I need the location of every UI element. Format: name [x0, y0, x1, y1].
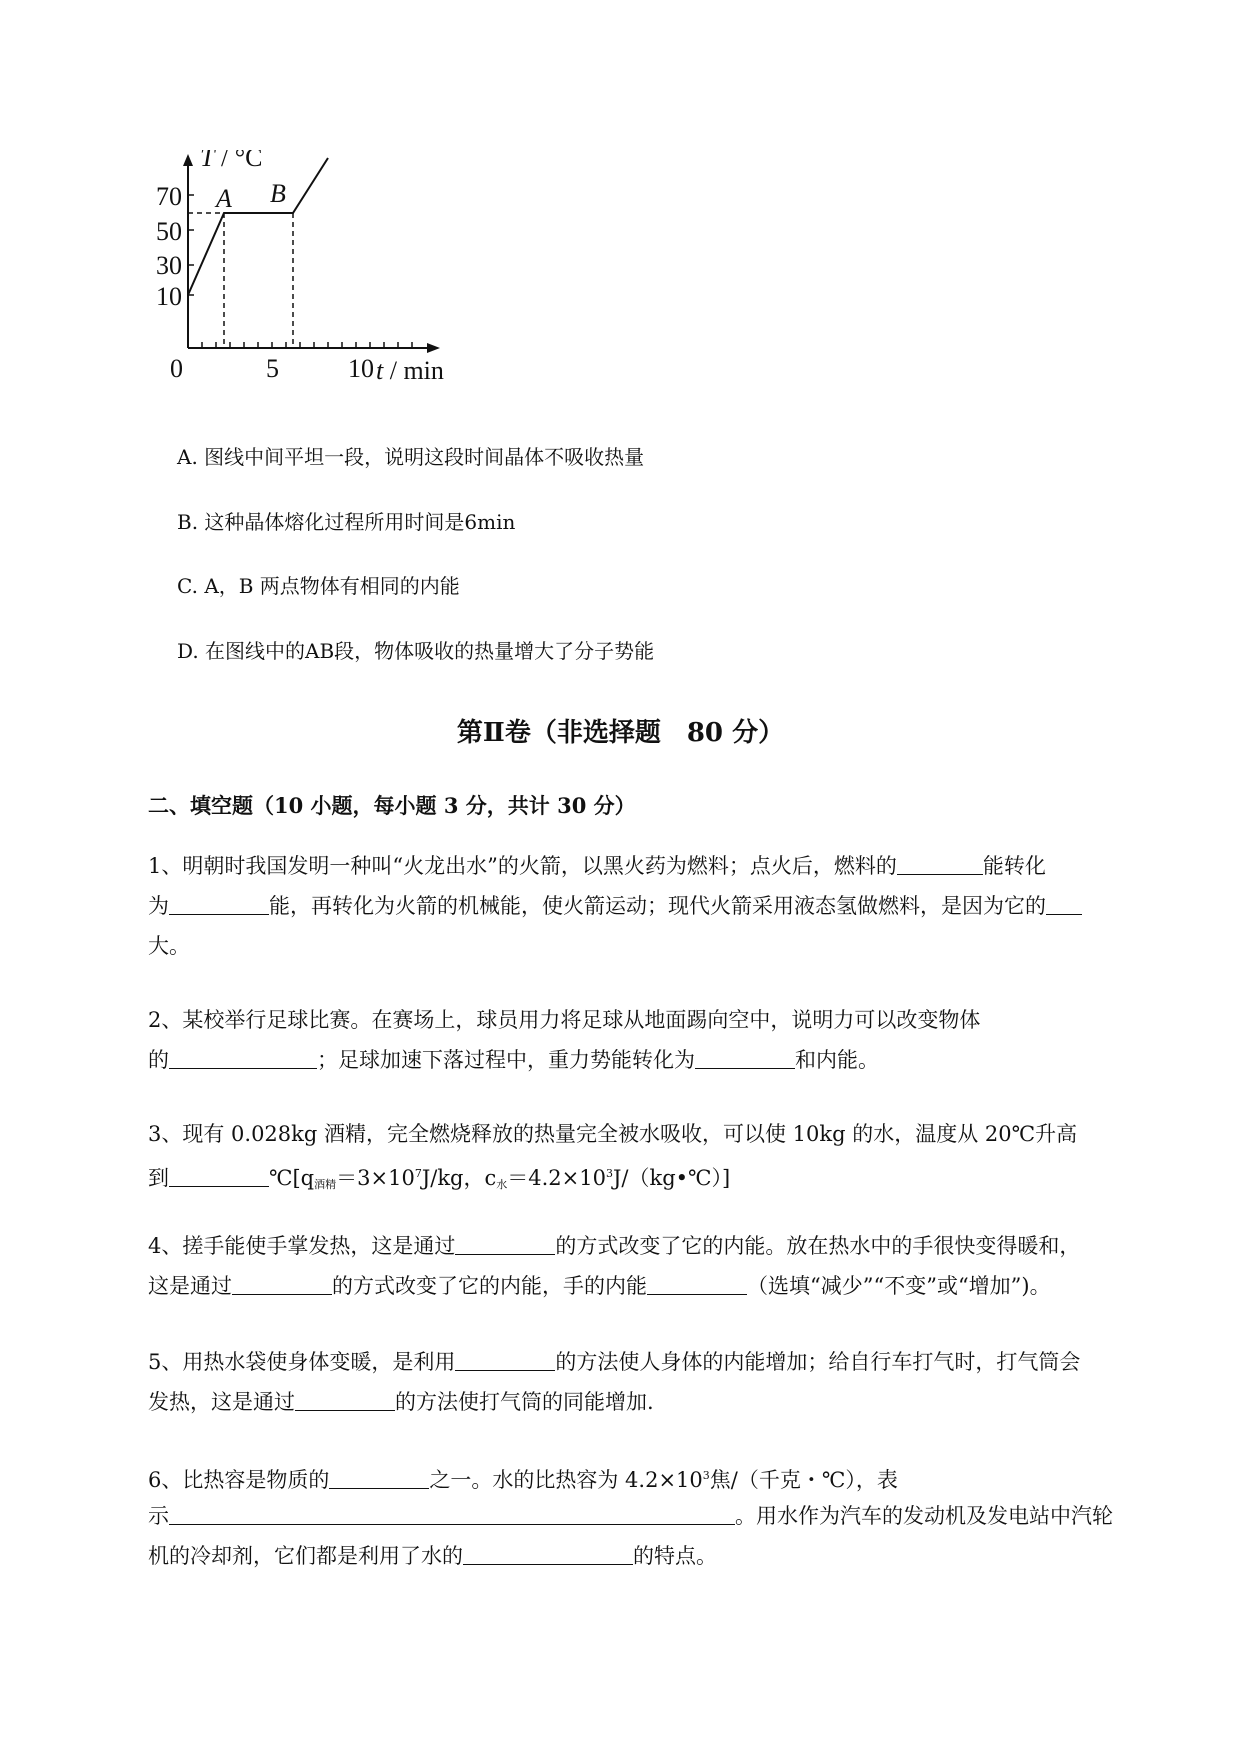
- question-4: [148, 1226, 1148, 1306]
- answer-blank[interactable]: [695, 1044, 795, 1069]
- option-text: 这种晶体熔化过程所用时间是6min: [204, 510, 516, 534]
- question-5: [148, 1342, 1148, 1422]
- q2-text: 2、某校举行足球比赛。在赛场上，球员用力将足球从地面踢向空中，说明力可以改变物体: [148, 1008, 981, 1032]
- q5-text: 5、用热水袋使身体变暖，是利用: [148, 1350, 456, 1374]
- q5-text: 发热，这是通过: [148, 1390, 295, 1414]
- q3-text: ＝4.2×10: [507, 1166, 606, 1190]
- q1-text: 能，再转化为火箭的机械能，使火箭运动；现代火箭采用液态氢做燃料，是因为它的: [269, 894, 1046, 918]
- q6-text: 机的冷却剂，它们都是利用了水的: [148, 1544, 463, 1568]
- x-tick-5: 5: [266, 354, 279, 383]
- option-letter: B.: [177, 510, 199, 534]
- q1-text: 1、明朝时我国发明一种叫“火龙出水”的火箭，以黑火药为燃料；点火后，燃料的: [148, 854, 897, 878]
- q3-subscript: 水: [496, 1178, 508, 1191]
- y-axis-arrow: [183, 154, 193, 166]
- q4-text: 4、搓手能使手掌发热，这是通过: [148, 1234, 456, 1258]
- option-d[interactable]: [177, 637, 654, 665]
- temperature-curve: [188, 158, 328, 295]
- answer-blank[interactable]: [1046, 890, 1082, 915]
- point-a-label: A: [216, 184, 232, 213]
- answer-blank[interactable]: [455, 1346, 555, 1371]
- q3-superscript: 7: [414, 1167, 422, 1180]
- question-1: [148, 846, 1148, 966]
- q6-text: 示: [148, 1504, 169, 1528]
- answer-blank[interactable]: [329, 1464, 429, 1489]
- x-tick-0: 0: [170, 354, 183, 383]
- option-letter: C.: [177, 574, 198, 598]
- answer-blank[interactable]: [232, 1270, 332, 1295]
- option-text: A，B 两点物体有相同的内能: [204, 574, 460, 598]
- answer-blank[interactable]: [169, 890, 269, 915]
- q3-text: ℃[q: [269, 1166, 315, 1190]
- q5-text: 的方法使打气筒的同能增加.: [395, 1390, 654, 1414]
- q3-text: J/（kg•℃）]: [612, 1166, 731, 1190]
- q4-text: 这是通过: [148, 1274, 232, 1298]
- q6-text: 焦/（千克・℃），表: [709, 1468, 898, 1492]
- answer-blank[interactable]: [647, 1270, 747, 1295]
- answer-blank[interactable]: [897, 850, 983, 875]
- q5-text: 的方法使人身体的内能增加；给自行车打气时，打气筒会: [555, 1350, 1081, 1374]
- q4-text: 的方式改变了它的内能，手的内能: [332, 1274, 647, 1298]
- option-letter: A.: [177, 445, 198, 469]
- y-tick-30: 30: [156, 251, 182, 280]
- q3-text: ＝3×10: [336, 1166, 415, 1190]
- q2-text: ；足球加速下落过程中，重力势能转化为: [317, 1048, 695, 1072]
- q1-text: 能转化: [982, 854, 1046, 878]
- option-c[interactable]: [177, 572, 460, 600]
- part-heading: 二、填空题（10 小题，每小题 3 分，共计 30 分）: [148, 793, 636, 818]
- question-3: [148, 1114, 1148, 1194]
- x-tick-10: 10: [348, 354, 374, 383]
- answer-blank[interactable]: [169, 1500, 735, 1525]
- q4-text: （选填“减少”“不变”或“增加”)。: [747, 1274, 1051, 1298]
- y-tick-50: 50: [156, 217, 182, 246]
- q3-text: 到: [148, 1166, 169, 1190]
- y-tick-10: 10: [156, 282, 182, 311]
- x-axis-label: t / min: [376, 356, 444, 385]
- q1-text: 大。: [148, 934, 190, 958]
- q6-text: 6、比热容是物质的: [148, 1468, 330, 1492]
- q3-text: J/kg，c: [421, 1166, 497, 1190]
- q6-superscript: 3: [702, 1469, 710, 1482]
- question-6: [148, 1456, 1148, 1576]
- section-title: 第Ⅱ卷（非选择题 80 分）: [456, 718, 785, 748]
- q6-text: 之一。水的比热容为 4.2×10: [429, 1468, 703, 1492]
- q4-text: 的方式改变了它的内能。放在热水中的手很快变得暖和，: [555, 1234, 1081, 1258]
- answer-blank[interactable]: [295, 1386, 395, 1411]
- answer-blank[interactable]: [455, 1230, 555, 1255]
- temperature-time-graph: [150, 150, 510, 400]
- question-2: [148, 1000, 1148, 1080]
- q6-text: 。用水作为汽车的发动机及发电站中汽轮: [735, 1504, 1113, 1528]
- option-letter: D.: [177, 639, 199, 663]
- q3-subscript: 酒精: [314, 1178, 337, 1191]
- q3-superscript: 3: [605, 1167, 613, 1180]
- option-b[interactable]: [177, 508, 515, 536]
- q2-text: 和内能。: [795, 1048, 879, 1072]
- answer-blank[interactable]: [169, 1044, 317, 1069]
- option-text: 图线中间平坦一段，说明这段时间晶体不吸收热量: [204, 445, 645, 469]
- x-axis-arrow: [427, 343, 440, 353]
- y-tick-70: 70: [156, 182, 182, 211]
- option-a[interactable]: [177, 443, 644, 471]
- graph-svg: [150, 150, 510, 400]
- answer-blank[interactable]: [463, 1540, 633, 1565]
- option-text: 在图线中的AB段，物体吸收的热量增大了分子势能: [205, 639, 655, 663]
- point-b-label: B: [270, 179, 286, 208]
- q6-text: 的特点。: [633, 1544, 717, 1568]
- y-axis-label: T / °C: [200, 150, 263, 172]
- answer-blank[interactable]: [169, 1162, 269, 1187]
- q1-text: 为: [148, 894, 169, 918]
- q2-text: 的: [148, 1048, 169, 1072]
- q3-text: 3、现有 0.028kg 酒精，完全燃烧释放的热量完全被水吸收，可以使 10kg 的水，温度从 20℃升高: [148, 1122, 1078, 1146]
